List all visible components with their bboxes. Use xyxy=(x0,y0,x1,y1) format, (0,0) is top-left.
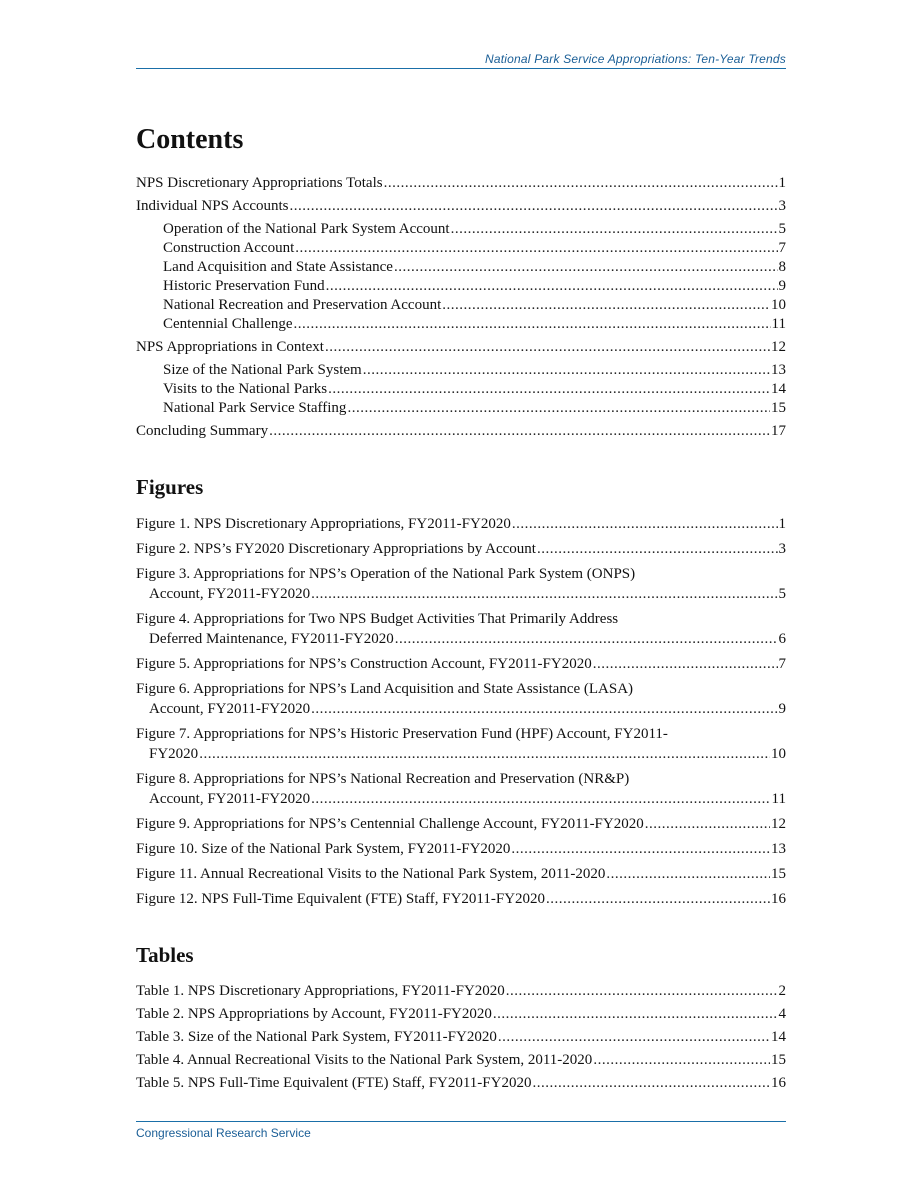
figure-entry[interactable] xyxy=(136,769,786,809)
contents-entry[interactable] xyxy=(136,338,786,357)
figure-title-continuation xyxy=(136,744,786,764)
dot-leader xyxy=(295,239,777,258)
figure-title-row xyxy=(136,839,786,859)
figure-title-continuation xyxy=(136,629,786,649)
figure-title-line: Account, FY2011-FY2020 xyxy=(149,586,311,602)
dot-leader xyxy=(593,654,778,674)
dot-leader xyxy=(493,1005,778,1024)
toc-entry-title: Table 3. Size of the National Park System, FY2011-FY2020 xyxy=(136,1029,497,1045)
figure-title-line: Figure 2. NPS’s FY2020 Discretionary Appropriations by Account xyxy=(136,541,536,557)
toc-page-number: 9 xyxy=(778,278,786,294)
figures-list xyxy=(136,514,786,909)
toc-page-number: 8 xyxy=(778,259,786,275)
toc-page-number: 10 xyxy=(771,297,786,313)
contents-entry[interactable] xyxy=(136,258,786,277)
dot-leader xyxy=(506,982,778,1001)
toc-entry-title: Individual NPS Accounts xyxy=(136,198,289,214)
contents-entry[interactable] xyxy=(136,296,786,315)
toc-page-number: 4 xyxy=(778,1006,786,1022)
figure-title-line: Figure 4. Appropriations for Two NPS Budget Activities That Primarily Address xyxy=(136,611,619,627)
page-header xyxy=(136,52,786,69)
figure-title-line: Account, FY2011-FY2020 xyxy=(149,701,311,717)
dot-leader xyxy=(311,584,777,604)
figure-entry[interactable] xyxy=(136,864,786,884)
figure-title-line: Figure 1. NPS Discretionary Appropriations, FY2011-FY2020 xyxy=(136,516,511,532)
dot-leader xyxy=(442,296,770,315)
toc-page-number: 2 xyxy=(778,983,786,999)
dot-leader xyxy=(645,814,770,834)
figure-entry[interactable] xyxy=(136,889,786,909)
dot-leader xyxy=(199,744,770,764)
toc-entry-title: Size of the National Park System xyxy=(163,362,362,378)
toc-page-number: 3 xyxy=(778,541,786,557)
toc-entry-title: National Park Service Staffing xyxy=(163,400,347,416)
figure-title-line: Figure 7. Appropriations for NPS’s Historic Preservation Fund (HPF) Account, FY2011- xyxy=(136,726,668,742)
contents-entry[interactable] xyxy=(136,174,786,193)
toc-entry-title: Table 2. NPS Appropriations by Account, FY2011-FY2020 xyxy=(136,1006,492,1022)
toc-page-number: 14 xyxy=(771,381,786,397)
toc-entry-title: NPS Appropriations in Context xyxy=(136,339,324,355)
toc-page-number: 15 xyxy=(771,866,786,882)
toc-entry-title: Centennial Challenge xyxy=(163,316,293,332)
dot-leader xyxy=(363,361,770,380)
dot-leader xyxy=(498,1028,770,1047)
dot-leader xyxy=(328,380,770,399)
figure-entry[interactable] xyxy=(136,609,786,649)
tables-heading: Tables xyxy=(136,943,194,967)
figure-title-line: Figure 9. Appropriations for NPS’s Centennial Challenge Account, FY2011-FY2020 xyxy=(136,816,644,832)
dot-leader xyxy=(347,399,770,418)
tables-list xyxy=(136,982,786,1093)
figure-title-row xyxy=(136,539,786,559)
dot-leader xyxy=(537,539,778,559)
dot-leader xyxy=(451,220,778,239)
toc-entry-title: Table 4. Annual Recreational Visits to the National Park System, 2011-2020 xyxy=(136,1052,593,1068)
running-header-title: National Park Service Appropriations: Ten-Year Trends xyxy=(485,52,786,66)
contents-entry[interactable] xyxy=(136,277,786,296)
toc-entry-title: Table 5. NPS Full-Time Equivalent (FTE) Staff, FY2011-FY2020 xyxy=(136,1075,532,1091)
figure-title-line: Figure 3. Appropriations for NPS’s Operation of the National Park System (ONPS) xyxy=(136,566,636,582)
contents-entry[interactable] xyxy=(136,239,786,258)
dot-leader xyxy=(532,1074,770,1093)
contents-entry[interactable] xyxy=(136,315,786,334)
dot-leader xyxy=(593,1051,770,1070)
toc-entry-title: Visits to the National Parks xyxy=(163,381,328,397)
figure-title-row xyxy=(136,889,786,909)
dot-leader xyxy=(394,258,778,277)
dot-leader xyxy=(311,789,770,809)
toc-page-number: 5 xyxy=(778,221,786,237)
figure-title-row xyxy=(136,864,786,884)
dot-leader xyxy=(546,889,770,909)
dot-leader xyxy=(512,514,778,534)
toc-page-number: 10 xyxy=(771,746,786,762)
toc-entry-title: Land Acquisition and State Assistance xyxy=(163,259,393,275)
toc-page-number: 16 xyxy=(771,891,786,907)
figure-title-line: Figure 12. NPS Full-Time Equivalent (FTE) Staff, FY2011-FY2020 xyxy=(136,891,546,907)
dot-leader xyxy=(384,174,778,193)
figure-title-line: Figure 10. Size of the National Park System, FY2011-FY2020 xyxy=(136,841,511,857)
page-footer xyxy=(136,1121,786,1142)
dot-leader xyxy=(294,315,771,334)
table-entry[interactable] xyxy=(136,982,786,1001)
toc-page-number: 9 xyxy=(778,701,786,717)
contents-list xyxy=(136,174,786,441)
toc-page-number: 11 xyxy=(771,791,786,807)
toc-entry-title: National Recreation and Preservation Account xyxy=(163,297,442,313)
figure-entry[interactable] xyxy=(136,814,786,834)
toc-page-number: 11 xyxy=(771,316,786,332)
toc-entry-title: NPS Discretionary Appropriations Totals xyxy=(136,175,383,191)
dot-leader xyxy=(311,699,777,719)
dot-leader xyxy=(326,277,778,296)
toc-entry-title: Concluding Summary xyxy=(136,423,269,439)
contents-entry[interactable] xyxy=(136,422,786,441)
toc-entry-title: Operation of the National Park System Account xyxy=(163,221,450,237)
toc-page-number: 3 xyxy=(778,198,786,214)
figure-title-continuation xyxy=(136,584,786,604)
dot-leader xyxy=(395,629,778,649)
toc-page-number: 13 xyxy=(771,362,786,378)
figures-heading: Figures xyxy=(136,475,204,499)
contents-entry[interactable] xyxy=(136,380,786,399)
figure-title-line: Figure 5. Appropriations for NPS’s Construction Account, FY2011-FY2020 xyxy=(136,656,592,672)
dot-leader xyxy=(290,197,778,216)
contents-entry[interactable] xyxy=(136,361,786,380)
dot-leader xyxy=(325,338,770,357)
figure-entry[interactable] xyxy=(136,679,786,719)
table-entry[interactable] xyxy=(136,1005,786,1024)
figure-title-line: Figure 11. Annual Recreational Visits to the National Park System, 2011-2020 xyxy=(136,866,606,882)
toc-page-number: 5 xyxy=(778,586,786,602)
figure-title-line: FY2020 xyxy=(149,746,199,762)
figure-entry[interactable] xyxy=(136,724,786,764)
toc-page-number: 12 xyxy=(771,816,786,832)
figure-title-continuation xyxy=(136,699,786,719)
table-entry[interactable] xyxy=(136,1074,786,1093)
toc-page-number: 16 xyxy=(771,1075,786,1091)
figure-title-line: Figure 8. Appropriations for NPS’s National Recreation and Preservation (NR&P) xyxy=(136,771,630,787)
toc-entry-title: Table 1. NPS Discretionary Appropriations, FY2011-FY2020 xyxy=(136,983,505,999)
toc-page-number: 1 xyxy=(778,175,786,191)
figure-entry[interactable] xyxy=(136,839,786,859)
toc-page-number: 14 xyxy=(771,1029,786,1045)
contents-entry[interactable] xyxy=(136,399,786,418)
toc-page-number: 17 xyxy=(771,423,786,439)
footer-publisher: Congressional Research Service xyxy=(136,1126,311,1140)
toc-page-number: 7 xyxy=(778,656,786,672)
figure-title-line: Deferred Maintenance, FY2011-FY2020 xyxy=(149,631,394,647)
figure-entry[interactable] xyxy=(136,514,786,534)
toc-entry-title: Historic Preservation Fund xyxy=(163,278,325,294)
table-entry[interactable] xyxy=(136,1028,786,1047)
contents-entry[interactable] xyxy=(136,220,786,239)
figure-title-continuation xyxy=(136,789,786,809)
toc-page-number: 6 xyxy=(778,631,786,647)
toc-page-number: 12 xyxy=(771,339,786,355)
toc-page-number: 1 xyxy=(778,516,786,532)
contents-heading: Contents xyxy=(136,124,244,155)
dot-leader xyxy=(269,422,770,441)
dot-leader xyxy=(606,864,770,884)
figure-title-line: Account, FY2011-FY2020 xyxy=(149,791,311,807)
table-entry[interactable] xyxy=(136,1051,786,1070)
figure-entry[interactable] xyxy=(136,564,786,604)
toc-page-number: 7 xyxy=(778,240,786,256)
toc-page-number: 15 xyxy=(771,1052,786,1068)
figure-entry[interactable] xyxy=(136,539,786,559)
figure-title-row xyxy=(136,514,786,534)
figure-title-row xyxy=(136,654,786,674)
figure-entry[interactable] xyxy=(136,654,786,674)
dot-leader xyxy=(511,839,770,859)
figure-title-line: Figure 6. Appropriations for NPS’s Land Acquisition and State Assistance (LASA) xyxy=(136,681,634,697)
toc-page-number: 15 xyxy=(771,400,786,416)
document-body xyxy=(136,120,786,1097)
contents-entry[interactable] xyxy=(136,197,786,216)
figure-title-row xyxy=(136,814,786,834)
toc-page-number: 13 xyxy=(771,841,786,857)
toc-entry-title: Construction Account xyxy=(163,240,295,256)
